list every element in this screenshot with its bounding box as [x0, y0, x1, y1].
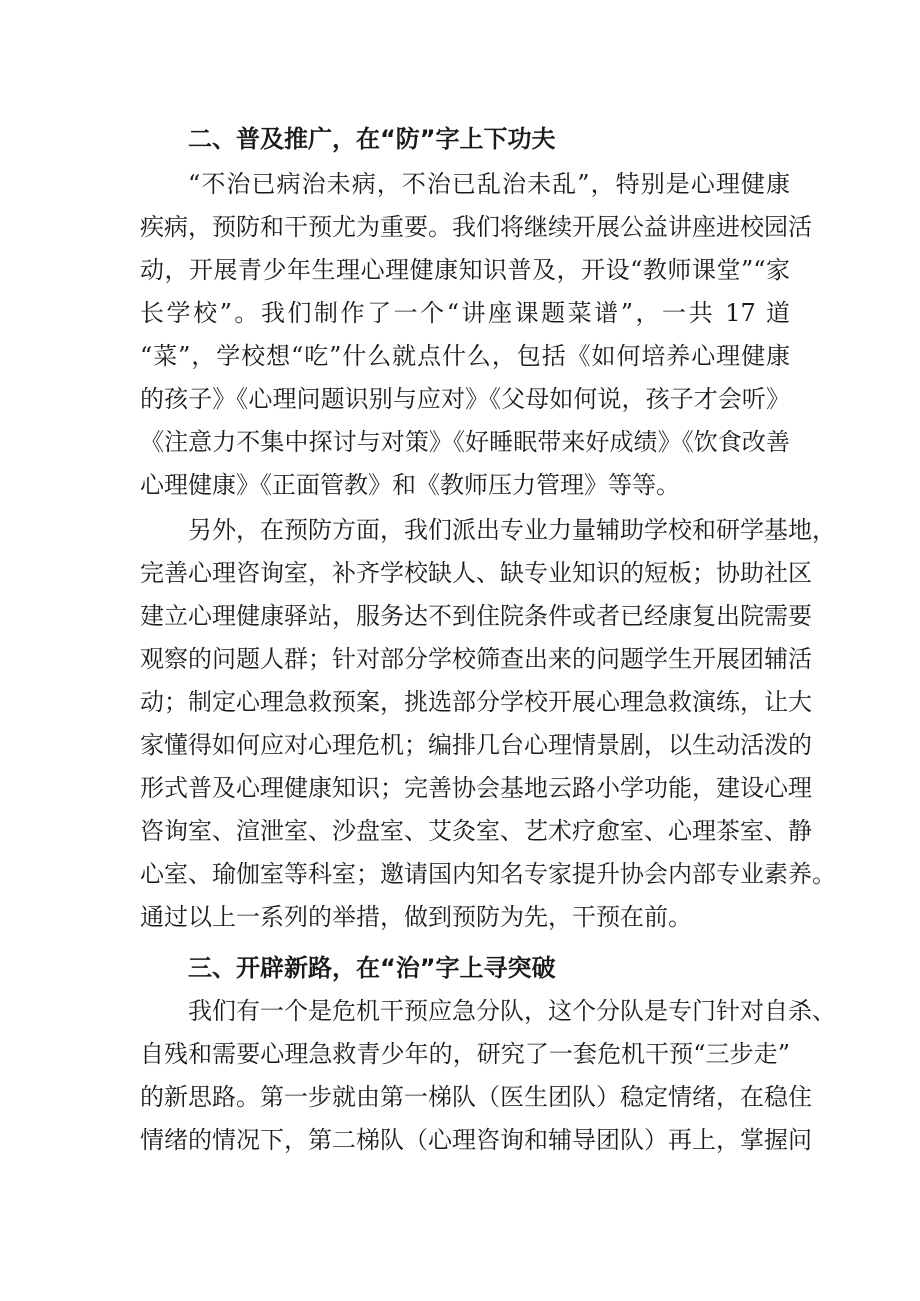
paragraph-line: 通过以上一系列的举措，做到预防为先，干预在前。 [140, 903, 692, 931]
paragraph-line: 动，开展青少年生理心理健康知识普及，开设“教师课堂”“家 [140, 256, 790, 284]
section-heading-treatment: 三、开辟新路，在“治”字上寻突破 [188, 954, 556, 982]
paragraph-line: 建立心理健康驿站，服务达不到住院条件或者已经康复出院需要 [140, 602, 812, 630]
paragraph-line: 疾病，预防和干预尤为重要。我们将继续开展公益讲座进校园活 [140, 213, 812, 241]
paragraph-line: 心室、瑜伽室等科室；邀请国内知名专家提升协会内部专业素养。 [140, 860, 836, 888]
paragraph-line: 长学校”。我们制作了一个“讲座课题菜谱”，一共 17 道 [140, 299, 790, 327]
paragraph-line: 另外，在预防方面，我们派出专业力量辅助学校和研学基地， [188, 516, 836, 544]
paragraph-line: 动；制定心理急救预案，挑选部分学校开展心理急救演练，让大 [140, 688, 812, 716]
paragraph-line: 我们有一个是危机干预应急分队，这个分队是专门针对自杀、 [188, 997, 836, 1025]
paragraph-line: 完善心理咨询室，补齐学校缺人、缺专业知识的短板；协助社区 [140, 559, 812, 587]
paragraph-line: 《注意力不集中探讨与对策》《好睡眠带来好成绩》《饮食改善 [140, 428, 790, 456]
paragraph-line: 的新思路。第一步就由第一梯队（医生团队）稳定情绪，在稳住 [140, 1083, 812, 1111]
paragraph-line: 自残和需要心理急救青少年的，研究了一套危机干预“三步走” [140, 1040, 790, 1068]
paragraph-line: 情绪的情况下，第二梯队（心理咨询和辅导团队）再上，掌握问 [140, 1126, 812, 1154]
paragraph-line: 形式普及心理健康知识；完善协会基地云路小学功能，建设心理 [140, 774, 812, 802]
paragraph-line: 咨询室、渲泄室、沙盘室、艾灸室、艺术疗愈室、心理茶室、静 [140, 817, 812, 845]
paragraph-line: 观察的问题人群；针对部分学校筛查出来的问题学生开展团辅活 [140, 645, 812, 673]
paragraph-line: “菜”，学校想“吃”什么就点什么，包括《如何培养心理健康 [140, 342, 790, 370]
section-heading-prevention: 二、普及推广，在“防”字上下功夫 [188, 125, 556, 153]
paragraph-line: 家懂得如何应对心理危机；编排几台心理情景剧，以生动活泼的 [140, 731, 812, 759]
paragraph-line: “不治已病治未病，不治已乱治未乱”，特别是心理健康 [188, 170, 790, 198]
paragraph-line: 心理健康》《正面管教》和《教师压力管理》等等。 [140, 471, 680, 499]
paragraph-line: 的孩子》《心理问题识别与应对》《父母如何说，孩子才会听》 [140, 385, 790, 413]
